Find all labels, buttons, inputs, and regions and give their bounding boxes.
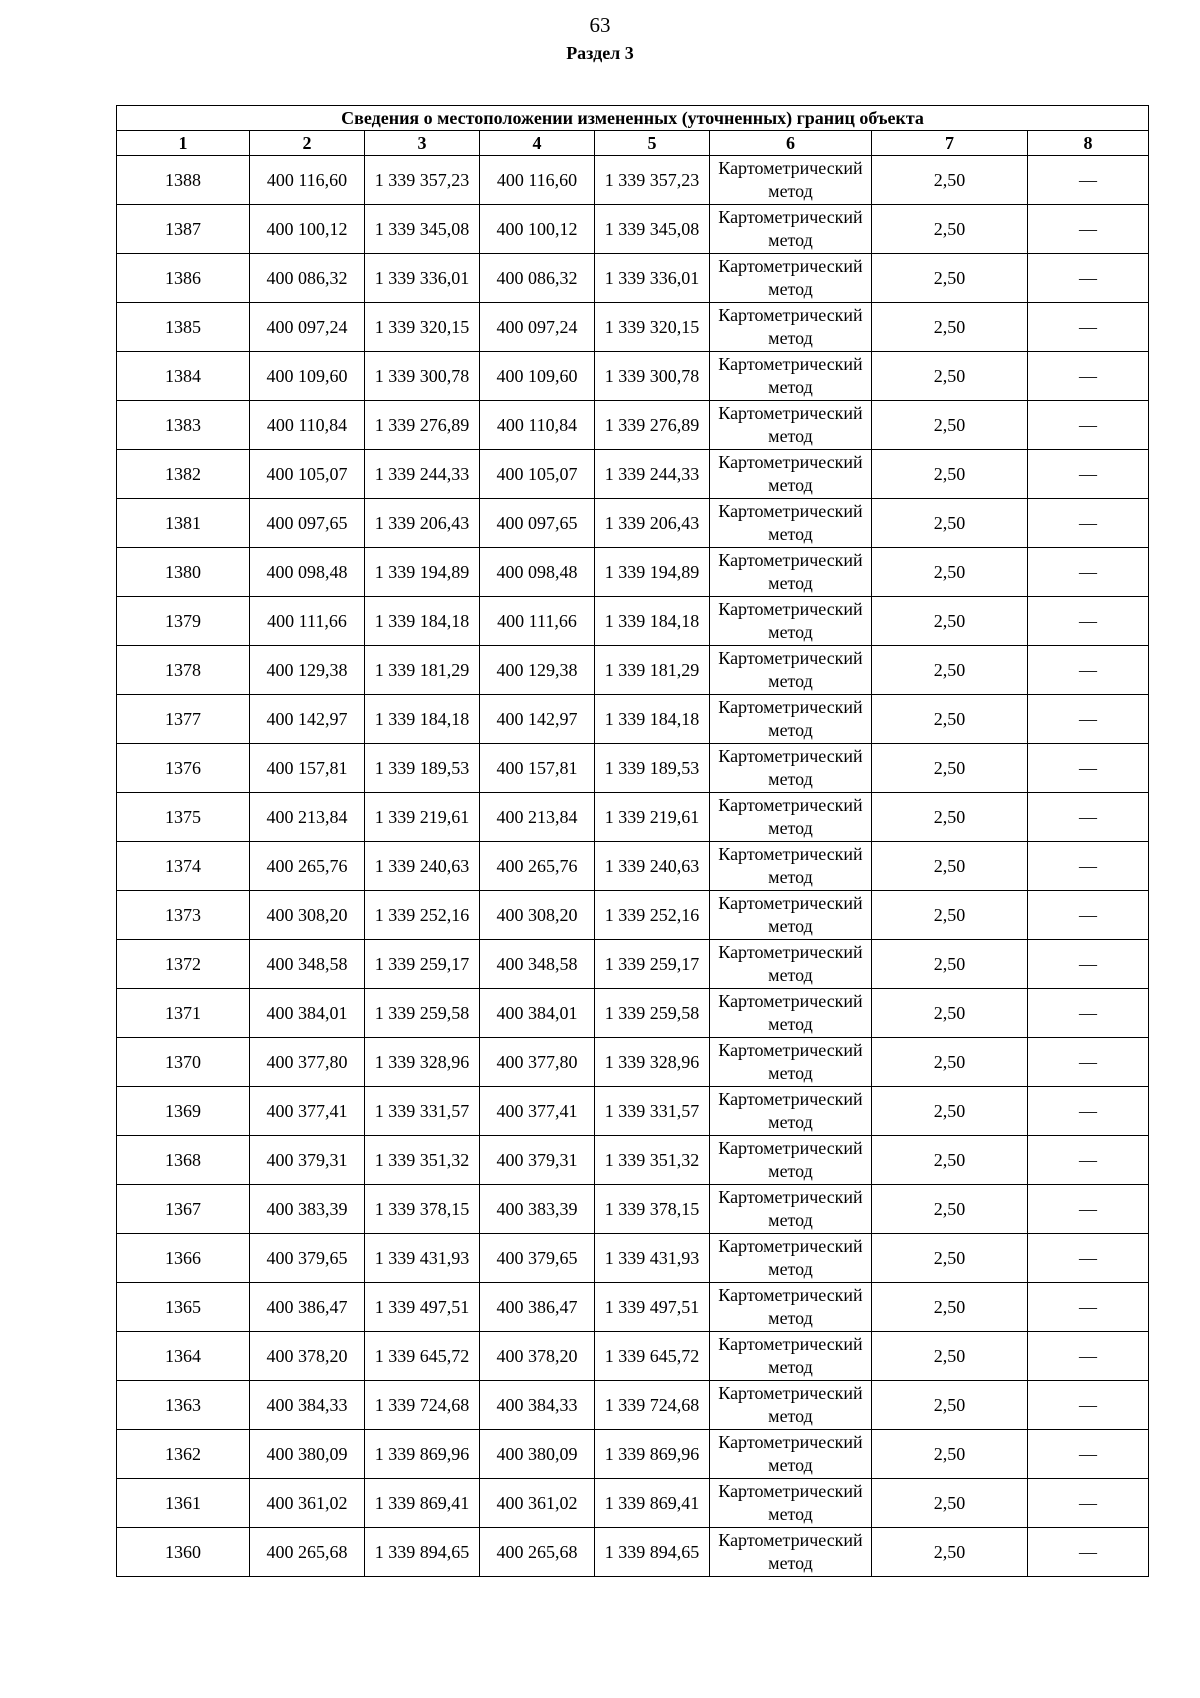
table-row	[117, 1479, 1149, 1528]
cell-y-coordinate-existing: 1 339 184,18	[365, 695, 480, 744]
cell-accuracy: 2,50	[872, 352, 1028, 401]
cell-y-coordinate-existing: 1 339 181,29	[365, 646, 480, 695]
cell-y-coordinate-refined: 1 339 184,18	[595, 597, 710, 646]
cell-accuracy: 2,50	[872, 597, 1028, 646]
cell-x-coordinate-refined: 400 086,32	[480, 254, 595, 303]
column-number-row	[117, 131, 1149, 156]
cell-point-number: 1372	[117, 940, 250, 989]
cell-description: —	[1028, 1528, 1149, 1577]
cell-y-coordinate-refined: 1 339 181,29	[595, 646, 710, 695]
cell-method: Картометрический метод	[710, 1381, 872, 1430]
column-number: 7	[872, 131, 1028, 156]
cell-method: Картометрический метод	[710, 646, 872, 695]
cell-point-number: 1377	[117, 695, 250, 744]
cell-x-coordinate-refined: 400 348,58	[480, 940, 595, 989]
cell-accuracy: 2,50	[872, 793, 1028, 842]
cell-method: Картометрический метод	[710, 499, 872, 548]
cell-description: —	[1028, 401, 1149, 450]
cell-point-number: 1388	[117, 156, 250, 205]
cell-y-coordinate-existing: 1 339 431,93	[365, 1234, 480, 1283]
cell-y-coordinate-existing: 1 339 300,78	[365, 352, 480, 401]
table-row	[117, 254, 1149, 303]
cell-x-coordinate-existing: 400 361,02	[250, 1479, 365, 1528]
cell-accuracy: 2,50	[872, 205, 1028, 254]
cell-point-number: 1368	[117, 1136, 250, 1185]
cell-x-coordinate-existing: 400 111,66	[250, 597, 365, 646]
cell-method: Картометрический метод	[710, 597, 872, 646]
cell-description: —	[1028, 597, 1149, 646]
cell-y-coordinate-existing: 1 339 259,58	[365, 989, 480, 1038]
cell-y-coordinate-refined: 1 339 357,23	[595, 156, 710, 205]
cell-accuracy: 2,50	[872, 548, 1028, 597]
cell-x-coordinate-refined: 400 097,65	[480, 499, 595, 548]
cell-y-coordinate-existing: 1 339 331,57	[365, 1087, 480, 1136]
cell-point-number: 1371	[117, 989, 250, 1038]
cell-accuracy: 2,50	[872, 1136, 1028, 1185]
cell-point-number: 1375	[117, 793, 250, 842]
table-row	[117, 352, 1149, 401]
cell-method: Картометрический метод	[710, 989, 872, 1038]
cell-method: Картометрический метод	[710, 1087, 872, 1136]
cell-description: —	[1028, 156, 1149, 205]
cell-y-coordinate-existing: 1 339 645,72	[365, 1332, 480, 1381]
cell-y-coordinate-refined: 1 339 331,57	[595, 1087, 710, 1136]
cell-point-number: 1374	[117, 842, 250, 891]
cell-accuracy: 2,50	[872, 1332, 1028, 1381]
cell-method: Картометрический метод	[710, 1038, 872, 1087]
cell-y-coordinate-existing: 1 339 724,68	[365, 1381, 480, 1430]
table-caption-row	[117, 106, 1149, 131]
cell-point-number: 1387	[117, 205, 250, 254]
cell-point-number: 1380	[117, 548, 250, 597]
cell-point-number: 1383	[117, 401, 250, 450]
table-row	[117, 646, 1149, 695]
cell-x-coordinate-refined: 400 265,68	[480, 1528, 595, 1577]
table-row	[117, 303, 1149, 352]
column-number: 4	[480, 131, 595, 156]
cell-description: —	[1028, 499, 1149, 548]
table-row	[117, 1185, 1149, 1234]
table-row	[117, 1087, 1149, 1136]
cell-y-coordinate-existing: 1 339 252,16	[365, 891, 480, 940]
cell-description: —	[1028, 352, 1149, 401]
cell-description: —	[1028, 1136, 1149, 1185]
cell-description: —	[1028, 695, 1149, 744]
cell-accuracy: 2,50	[872, 989, 1028, 1038]
cell-description: —	[1028, 548, 1149, 597]
cell-point-number: 1373	[117, 891, 250, 940]
cell-x-coordinate-existing: 400 378,20	[250, 1332, 365, 1381]
cell-x-coordinate-existing: 400 142,97	[250, 695, 365, 744]
cell-x-coordinate-existing: 400 116,60	[250, 156, 365, 205]
cell-y-coordinate-refined: 1 339 276,89	[595, 401, 710, 450]
cell-method: Картометрический метод	[710, 548, 872, 597]
cell-y-coordinate-refined: 1 339 244,33	[595, 450, 710, 499]
cell-point-number: 1384	[117, 352, 250, 401]
table-row	[117, 891, 1149, 940]
cell-x-coordinate-refined: 400 110,84	[480, 401, 595, 450]
cell-y-coordinate-existing: 1 339 336,01	[365, 254, 480, 303]
cell-accuracy: 2,50	[872, 1479, 1028, 1528]
cell-y-coordinate-existing: 1 339 240,63	[365, 842, 480, 891]
cell-method: Картометрический метод	[710, 1430, 872, 1479]
cell-accuracy: 2,50	[872, 1234, 1028, 1283]
cell-method: Картометрический метод	[710, 891, 872, 940]
cell-y-coordinate-refined: 1 339 869,41	[595, 1479, 710, 1528]
cell-x-coordinate-refined: 400 109,60	[480, 352, 595, 401]
cell-y-coordinate-existing: 1 339 894,65	[365, 1528, 480, 1577]
cell-accuracy: 2,50	[872, 401, 1028, 450]
cell-y-coordinate-existing: 1 339 259,17	[365, 940, 480, 989]
cell-accuracy: 2,50	[872, 695, 1028, 744]
cell-method: Картометрический метод	[710, 793, 872, 842]
cell-point-number: 1366	[117, 1234, 250, 1283]
table-row	[117, 401, 1149, 450]
table-row	[117, 450, 1149, 499]
cell-method: Картометрический метод	[710, 401, 872, 450]
column-number: 5	[595, 131, 710, 156]
cell-accuracy: 2,50	[872, 499, 1028, 548]
cell-x-coordinate-refined: 400 111,66	[480, 597, 595, 646]
cell-x-coordinate-refined: 400 142,97	[480, 695, 595, 744]
table-row	[117, 940, 1149, 989]
cell-description: —	[1028, 793, 1149, 842]
cell-description: —	[1028, 254, 1149, 303]
cell-y-coordinate-refined: 1 339 431,93	[595, 1234, 710, 1283]
cell-point-number: 1369	[117, 1087, 250, 1136]
table-row	[117, 1528, 1149, 1577]
cell-y-coordinate-existing: 1 339 244,33	[365, 450, 480, 499]
cell-y-coordinate-existing: 1 339 206,43	[365, 499, 480, 548]
cell-description: —	[1028, 891, 1149, 940]
cell-point-number: 1360	[117, 1528, 250, 1577]
cell-x-coordinate-existing: 400 109,60	[250, 352, 365, 401]
cell-accuracy: 2,50	[872, 156, 1028, 205]
cell-y-coordinate-existing: 1 339 276,89	[365, 401, 480, 450]
table-row	[117, 597, 1149, 646]
cell-accuracy: 2,50	[872, 1087, 1028, 1136]
cell-method: Картометрический метод	[710, 205, 872, 254]
cell-method: Картометрический метод	[710, 1479, 872, 1528]
cell-description: —	[1028, 1283, 1149, 1332]
cell-y-coordinate-refined: 1 339 259,58	[595, 989, 710, 1038]
cell-method: Картометрический метод	[710, 450, 872, 499]
cell-point-number: 1361	[117, 1479, 250, 1528]
cell-y-coordinate-existing: 1 339 869,41	[365, 1479, 480, 1528]
cell-method: Картометрический метод	[710, 695, 872, 744]
cell-x-coordinate-existing: 400 265,76	[250, 842, 365, 891]
cell-y-coordinate-existing: 1 339 189,53	[365, 744, 480, 793]
table-row	[117, 1038, 1149, 1087]
cell-y-coordinate-refined: 1 339 206,43	[595, 499, 710, 548]
column-number: 2	[250, 131, 365, 156]
cell-method: Картометрический метод	[710, 1185, 872, 1234]
cell-x-coordinate-existing: 400 384,01	[250, 989, 365, 1038]
cell-y-coordinate-refined: 1 339 240,63	[595, 842, 710, 891]
column-number: 6	[710, 131, 872, 156]
cell-y-coordinate-refined: 1 339 300,78	[595, 352, 710, 401]
cell-x-coordinate-existing: 400 379,65	[250, 1234, 365, 1283]
cell-x-coordinate-existing: 400 380,09	[250, 1430, 365, 1479]
cell-y-coordinate-refined: 1 339 378,15	[595, 1185, 710, 1234]
table-row	[117, 1332, 1149, 1381]
table-row	[117, 1381, 1149, 1430]
cell-description: —	[1028, 842, 1149, 891]
cell-x-coordinate-refined: 400 383,39	[480, 1185, 595, 1234]
cell-x-coordinate-existing: 400 379,31	[250, 1136, 365, 1185]
cell-x-coordinate-existing: 400 157,81	[250, 744, 365, 793]
cell-x-coordinate-existing: 400 105,07	[250, 450, 365, 499]
cell-method: Картометрический метод	[710, 1332, 872, 1381]
cell-description: —	[1028, 744, 1149, 793]
cell-accuracy: 2,50	[872, 1283, 1028, 1332]
cell-x-coordinate-existing: 400 086,32	[250, 254, 365, 303]
cell-point-number: 1381	[117, 499, 250, 548]
cell-method: Картометрический метод	[710, 156, 872, 205]
table-row	[117, 989, 1149, 1038]
cell-x-coordinate-existing: 400 384,33	[250, 1381, 365, 1430]
cell-description: —	[1028, 940, 1149, 989]
cell-y-coordinate-refined: 1 339 869,96	[595, 1430, 710, 1479]
cell-x-coordinate-refined: 400 379,65	[480, 1234, 595, 1283]
cell-method: Картометрический метод	[710, 303, 872, 352]
cell-y-coordinate-refined: 1 339 497,51	[595, 1283, 710, 1332]
cell-point-number: 1382	[117, 450, 250, 499]
page-number: 63	[589, 13, 611, 37]
cell-point-number: 1386	[117, 254, 250, 303]
table-row	[117, 695, 1149, 744]
table-caption: Сведения о местоположении измененных (уточненных) границ объекта	[117, 106, 1149, 131]
cell-description: —	[1028, 450, 1149, 499]
table-row	[117, 1136, 1149, 1185]
cell-x-coordinate-refined: 400 384,01	[480, 989, 595, 1038]
cell-y-coordinate-existing: 1 339 328,96	[365, 1038, 480, 1087]
cell-x-coordinate-refined: 400 213,84	[480, 793, 595, 842]
cell-x-coordinate-existing: 400 100,12	[250, 205, 365, 254]
table-row	[117, 1234, 1149, 1283]
cell-description: —	[1028, 989, 1149, 1038]
cell-accuracy: 2,50	[872, 450, 1028, 499]
cell-point-number: 1376	[117, 744, 250, 793]
cell-x-coordinate-existing: 400 377,41	[250, 1087, 365, 1136]
cell-x-coordinate-existing: 400 383,39	[250, 1185, 365, 1234]
cell-point-number: 1367	[117, 1185, 250, 1234]
table-row	[117, 1430, 1149, 1479]
cell-x-coordinate-existing: 400 097,24	[250, 303, 365, 352]
cell-description: —	[1028, 1479, 1149, 1528]
cell-description: —	[1028, 1430, 1149, 1479]
cell-accuracy: 2,50	[872, 744, 1028, 793]
cell-x-coordinate-existing: 400 097,65	[250, 499, 365, 548]
cell-method: Картометрический метод	[710, 940, 872, 989]
cell-x-coordinate-existing: 400 129,38	[250, 646, 365, 695]
cell-description: —	[1028, 1381, 1149, 1430]
cell-x-coordinate-refined: 400 129,38	[480, 646, 595, 695]
cell-method: Картометрический метод	[710, 1136, 872, 1185]
cell-method: Картометрический метод	[710, 1283, 872, 1332]
cell-x-coordinate-refined: 400 157,81	[480, 744, 595, 793]
cell-x-coordinate-refined: 400 098,48	[480, 548, 595, 597]
cell-x-coordinate-refined: 400 100,12	[480, 205, 595, 254]
cell-x-coordinate-existing: 400 386,47	[250, 1283, 365, 1332]
cell-point-number: 1365	[117, 1283, 250, 1332]
cell-y-coordinate-refined: 1 339 724,68	[595, 1381, 710, 1430]
cell-x-coordinate-existing: 400 213,84	[250, 793, 365, 842]
cell-x-coordinate-existing: 400 098,48	[250, 548, 365, 597]
cell-accuracy: 2,50	[872, 1381, 1028, 1430]
cell-x-coordinate-existing: 400 308,20	[250, 891, 365, 940]
cell-accuracy: 2,50	[872, 891, 1028, 940]
cell-method: Картометрический метод	[710, 1234, 872, 1283]
cell-y-coordinate-refined: 1 339 336,01	[595, 254, 710, 303]
table-row	[117, 842, 1149, 891]
cell-method: Картометрический метод	[710, 1528, 872, 1577]
section-title: Раздел 3	[566, 43, 634, 63]
cell-description: —	[1028, 205, 1149, 254]
column-number: 1	[117, 131, 250, 156]
cell-y-coordinate-refined: 1 339 184,18	[595, 695, 710, 744]
cell-description: —	[1028, 1038, 1149, 1087]
column-number: 3	[365, 131, 480, 156]
cell-x-coordinate-refined: 400 380,09	[480, 1430, 595, 1479]
cell-y-coordinate-existing: 1 339 184,18	[365, 597, 480, 646]
table-row	[117, 1283, 1149, 1332]
cell-y-coordinate-refined: 1 339 328,96	[595, 1038, 710, 1087]
cell-x-coordinate-refined: 400 379,31	[480, 1136, 595, 1185]
cell-y-coordinate-refined: 1 339 259,17	[595, 940, 710, 989]
cell-accuracy: 2,50	[872, 1185, 1028, 1234]
cell-method: Картометрический метод	[710, 744, 872, 793]
cell-x-coordinate-refined: 400 265,76	[480, 842, 595, 891]
cell-y-coordinate-refined: 1 339 894,65	[595, 1528, 710, 1577]
cell-x-coordinate-existing: 400 377,80	[250, 1038, 365, 1087]
cell-y-coordinate-refined: 1 339 252,16	[595, 891, 710, 940]
cell-accuracy: 2,50	[872, 1528, 1028, 1577]
cell-y-coordinate-existing: 1 339 351,32	[365, 1136, 480, 1185]
cell-accuracy: 2,50	[872, 1430, 1028, 1479]
cell-description: —	[1028, 303, 1149, 352]
cell-point-number: 1379	[117, 597, 250, 646]
cell-y-coordinate-refined: 1 339 320,15	[595, 303, 710, 352]
cell-y-coordinate-existing: 1 339 869,96	[365, 1430, 480, 1479]
cell-y-coordinate-existing: 1 339 194,89	[365, 548, 480, 597]
table-row	[117, 205, 1149, 254]
cell-x-coordinate-refined: 400 105,07	[480, 450, 595, 499]
coordinates-table	[116, 105, 1149, 1577]
cell-description: —	[1028, 1234, 1149, 1283]
cell-x-coordinate-refined: 400 377,80	[480, 1038, 595, 1087]
cell-point-number: 1385	[117, 303, 250, 352]
cell-accuracy: 2,50	[872, 646, 1028, 695]
cell-accuracy: 2,50	[872, 254, 1028, 303]
cell-x-coordinate-refined: 400 377,41	[480, 1087, 595, 1136]
cell-x-coordinate-existing: 400 110,84	[250, 401, 365, 450]
cell-y-coordinate-refined: 1 339 351,32	[595, 1136, 710, 1185]
cell-x-coordinate-refined: 400 378,20	[480, 1332, 595, 1381]
cell-x-coordinate-refined: 400 097,24	[480, 303, 595, 352]
cell-y-coordinate-refined: 1 339 189,53	[595, 744, 710, 793]
cell-x-coordinate-refined: 400 361,02	[480, 1479, 595, 1528]
cell-y-coordinate-existing: 1 339 320,15	[365, 303, 480, 352]
cell-x-coordinate-refined: 400 116,60	[480, 156, 595, 205]
cell-method: Картометрический метод	[710, 842, 872, 891]
column-number: 8	[1028, 131, 1149, 156]
cell-y-coordinate-existing: 1 339 497,51	[365, 1283, 480, 1332]
table-row	[117, 156, 1149, 205]
cell-y-coordinate-existing: 1 339 378,15	[365, 1185, 480, 1234]
cell-point-number: 1378	[117, 646, 250, 695]
table-row	[117, 499, 1149, 548]
cell-y-coordinate-refined: 1 339 645,72	[595, 1332, 710, 1381]
cell-accuracy: 2,50	[872, 303, 1028, 352]
cell-description: —	[1028, 1087, 1149, 1136]
cell-y-coordinate-refined: 1 339 194,89	[595, 548, 710, 597]
cell-x-coordinate-refined: 400 308,20	[480, 891, 595, 940]
cell-x-coordinate-existing: 400 348,58	[250, 940, 365, 989]
table-row	[117, 793, 1149, 842]
table-row	[117, 548, 1149, 597]
cell-point-number: 1363	[117, 1381, 250, 1430]
cell-accuracy: 2,50	[872, 842, 1028, 891]
table-row	[117, 744, 1149, 793]
cell-point-number: 1364	[117, 1332, 250, 1381]
cell-description: —	[1028, 1332, 1149, 1381]
cell-x-coordinate-existing: 400 265,68	[250, 1528, 365, 1577]
cell-method: Картометрический метод	[710, 352, 872, 401]
cell-point-number: 1362	[117, 1430, 250, 1479]
cell-accuracy: 2,50	[872, 1038, 1028, 1087]
cell-method: Картометрический метод	[710, 254, 872, 303]
cell-y-coordinate-existing: 1 339 357,23	[365, 156, 480, 205]
table-body	[117, 106, 1149, 1577]
cell-y-coordinate-existing: 1 339 219,61	[365, 793, 480, 842]
cell-accuracy: 2,50	[872, 940, 1028, 989]
cell-x-coordinate-refined: 400 384,33	[480, 1381, 595, 1430]
cell-y-coordinate-refined: 1 339 219,61	[595, 793, 710, 842]
cell-y-coordinate-refined: 1 339 345,08	[595, 205, 710, 254]
cell-description: —	[1028, 646, 1149, 695]
cell-y-coordinate-existing: 1 339 345,08	[365, 205, 480, 254]
cell-description: —	[1028, 1185, 1149, 1234]
cell-x-coordinate-refined: 400 386,47	[480, 1283, 595, 1332]
cell-point-number: 1370	[117, 1038, 250, 1087]
